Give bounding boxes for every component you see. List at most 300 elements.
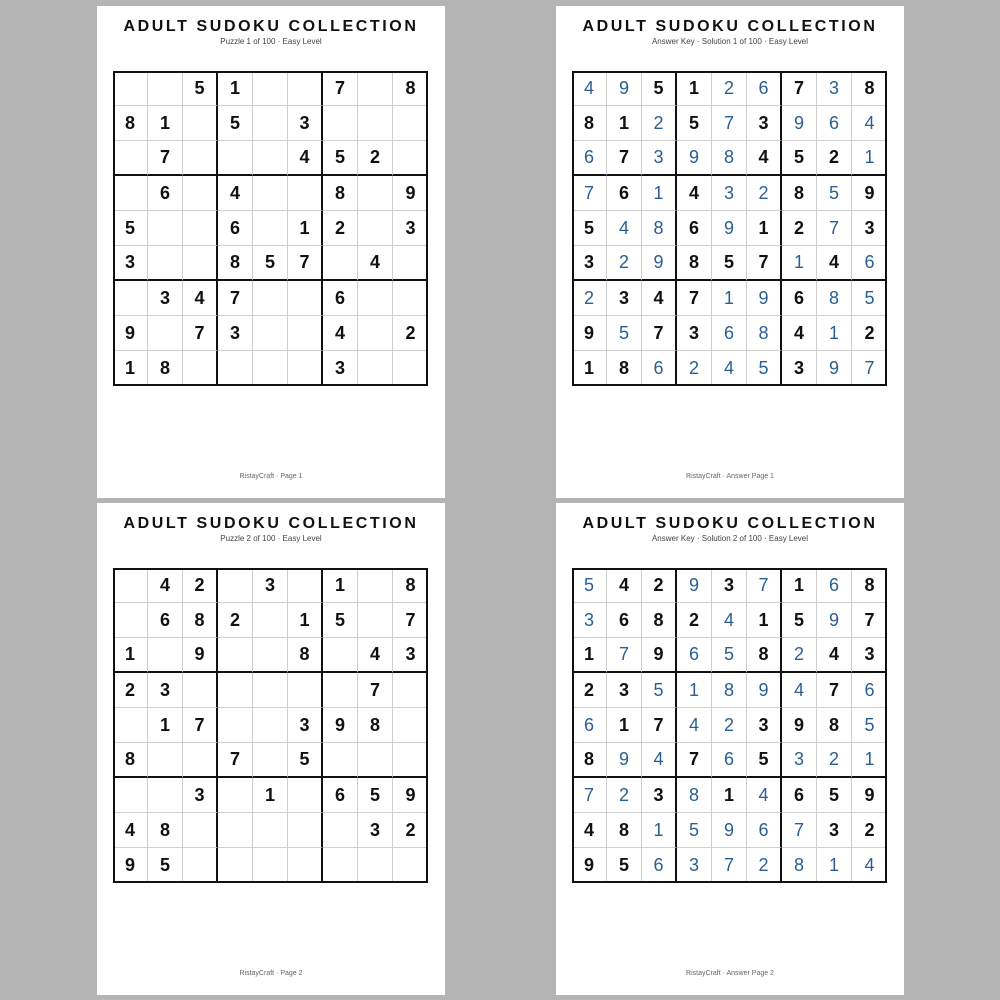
digit-cell: 6 — [572, 708, 607, 743]
digit-cell: 8 — [148, 351, 183, 386]
empty-cell — [288, 673, 323, 708]
digit-cell: 2 — [747, 176, 782, 211]
digit-cell: 5 — [607, 316, 642, 351]
digit-cell: 7 — [572, 778, 607, 813]
digit-cell: 1 — [148, 708, 183, 743]
page-footer: RistayCraft · Page 2 — [239, 970, 303, 977]
digit-cell: 7 — [747, 568, 782, 603]
digit-cell: 2 — [323, 211, 358, 246]
digit-cell: 9 — [712, 813, 747, 848]
digit-cell: 5 — [288, 743, 323, 778]
digit-cell: 9 — [393, 176, 428, 211]
digit-cell: 8 — [712, 673, 747, 708]
empty-cell — [148, 316, 183, 351]
digit-cell: 4 — [642, 743, 677, 778]
digit-cell: 4 — [817, 246, 852, 281]
empty-cell — [148, 778, 183, 813]
empty-cell — [253, 638, 288, 673]
digit-cell: 1 — [782, 246, 817, 281]
digit-cell: 4 — [323, 316, 358, 351]
empty-cell — [113, 568, 148, 603]
empty-cell — [358, 211, 393, 246]
digit-cell: 4 — [712, 351, 747, 386]
digit-cell: 2 — [747, 848, 782, 883]
digit-cell: 5 — [572, 568, 607, 603]
digit-cell: 8 — [782, 176, 817, 211]
digit-cell: 9 — [572, 848, 607, 883]
digit-cell: 8 — [817, 708, 852, 743]
digit-cell: 8 — [323, 176, 358, 211]
digit-cell: 6 — [817, 568, 852, 603]
digit-cell: 5 — [677, 813, 712, 848]
digit-cell: 2 — [393, 316, 428, 351]
digit-cell: 5 — [572, 211, 607, 246]
digit-cell: 2 — [607, 246, 642, 281]
digit-cell: 2 — [642, 568, 677, 603]
digit-cell: 7 — [852, 603, 887, 638]
digit-cell: 4 — [864, 855, 875, 875]
digit-cell: 2 — [358, 141, 393, 176]
digit-cell: 1 — [572, 638, 607, 673]
digit-cell: 5 — [747, 743, 782, 778]
empty-cell — [253, 813, 288, 848]
answer-page-2 — [556, 503, 904, 995]
digit-cell: 2 — [218, 603, 253, 638]
digit-cell: 1 — [782, 568, 817, 603]
digit-cell: 3 — [817, 813, 852, 848]
sudoku-grid — [113, 568, 428, 883]
digit-cell: 5 — [712, 246, 747, 281]
digit-cell: 2 — [852, 316, 887, 351]
digit-cell: 2 — [712, 708, 747, 743]
digit-cell: 3 — [148, 281, 183, 316]
empty-cell — [323, 638, 358, 673]
digit-cell: 5 — [113, 211, 148, 246]
digit-cell: 7 — [782, 813, 817, 848]
digit-cell: 6 — [642, 848, 677, 883]
digit-cell: 7 — [642, 316, 677, 351]
digit-cell: 1 — [113, 351, 148, 386]
empty-cell — [253, 176, 288, 211]
digit-cell: 4 — [747, 141, 782, 176]
digit-cell: 1 — [677, 71, 712, 106]
digit-cell: 8 — [393, 568, 428, 603]
empty-cell — [323, 673, 358, 708]
digit-cell: 6 — [817, 106, 852, 141]
digit-cell: 8 — [782, 848, 817, 883]
digit-cell: 8 — [677, 246, 712, 281]
empty-cell — [148, 638, 183, 673]
digit-cell: 1 — [852, 141, 887, 176]
digit-cell: 8 — [218, 246, 253, 281]
digit-cell: 7 — [782, 71, 817, 106]
sudoku-grid — [113, 71, 428, 386]
digit-cell: 3 — [677, 316, 712, 351]
digit-cell: 5 — [817, 778, 852, 813]
digit-cell: 5 — [677, 106, 712, 141]
empty-cell — [323, 813, 358, 848]
digit-cell: 3 — [712, 568, 747, 603]
empty-cell — [218, 673, 253, 708]
empty-cell — [148, 71, 183, 106]
empty-cell — [393, 673, 428, 708]
empty-cell — [218, 568, 253, 603]
digit-cell: 9 — [747, 281, 782, 316]
sudoku-grid — [572, 568, 887, 883]
digit-cell: 7 — [183, 708, 218, 743]
digit-cell: 9 — [607, 743, 642, 778]
empty-cell — [113, 176, 148, 211]
empty-cell — [148, 246, 183, 281]
empty-cell — [358, 71, 393, 106]
digit-cell: 4 — [677, 708, 712, 743]
digit-cell: 3 — [288, 708, 323, 743]
digit-cell: 8 — [358, 708, 393, 743]
digit-cell: 9 — [323, 708, 358, 743]
empty-cell — [218, 351, 253, 386]
digit-cell: 1 — [712, 778, 747, 813]
empty-cell — [358, 603, 393, 638]
digit-cell: 6 — [148, 603, 183, 638]
digit-cell: 1 — [288, 211, 323, 246]
digit-cell: 7 — [183, 316, 218, 351]
digit-cell: 3 — [747, 708, 782, 743]
digit-cell: 1 — [817, 848, 852, 883]
empty-cell — [288, 316, 323, 351]
empty-cell — [218, 638, 253, 673]
digit-cell: 1 — [572, 351, 607, 386]
digit-cell: 9 — [852, 778, 887, 813]
digit-cell: 5 — [642, 673, 677, 708]
page-footer: RistayCraft · Answer Page 1 — [686, 473, 774, 480]
empty-cell — [358, 106, 393, 141]
digit-cell: 4 — [148, 568, 183, 603]
empty-cell — [183, 141, 218, 176]
digit-cell: 5 — [852, 708, 887, 743]
digit-cell: 3 — [712, 176, 747, 211]
digit-cell: 7 — [218, 281, 253, 316]
digit-cell: 6 — [148, 176, 183, 211]
digit-cell: 4 — [747, 778, 782, 813]
empty-cell — [288, 813, 323, 848]
digit-cell: 3 — [393, 211, 428, 246]
digit-cell: 7 — [607, 141, 642, 176]
digit-cell: 9 — [677, 568, 712, 603]
digit-cell: 9 — [113, 848, 148, 883]
digit-cell: 2 — [572, 673, 607, 708]
empty-cell — [393, 708, 428, 743]
page-title: ADULT SUDOKU COLLECTION — [582, 18, 878, 35]
empty-cell — [113, 141, 148, 176]
digit-cell: 9 — [113, 316, 148, 351]
empty-cell — [253, 603, 288, 638]
empty-cell — [183, 106, 218, 141]
empty-cell — [288, 351, 323, 386]
empty-cell — [183, 211, 218, 246]
digit-cell: 8 — [572, 743, 607, 778]
digit-cell: 1 — [852, 743, 887, 778]
digit-cell: 4 — [358, 638, 393, 673]
digit-cell: 3 — [572, 246, 607, 281]
digit-cell: 2 — [782, 638, 817, 673]
digit-cell: 9 — [852, 176, 887, 211]
digit-cell: 7 — [747, 246, 782, 281]
digit-cell: 7 — [358, 673, 393, 708]
empty-cell — [183, 246, 218, 281]
empty-cell — [253, 743, 288, 778]
digit-cell: 7 — [393, 603, 428, 638]
digit-cell: 4 — [782, 316, 817, 351]
digit-cell: 8 — [817, 281, 852, 316]
digit-cell: 8 — [852, 568, 887, 603]
digit-cell: 8 — [607, 813, 642, 848]
empty-cell — [253, 71, 288, 106]
page-subtitle: Puzzle 1 of 100 · Easy Level — [220, 37, 322, 46]
digit-cell: 8 — [677, 778, 712, 813]
digit-cell: 4 — [712, 603, 747, 638]
digit-cell: 3 — [323, 351, 358, 386]
digit-cell: 2 — [393, 813, 428, 848]
digit-cell: 6 — [677, 211, 712, 246]
empty-cell — [288, 176, 323, 211]
digit-cell: 8 — [607, 351, 642, 386]
empty-cell — [148, 743, 183, 778]
digit-cell: 3 — [288, 106, 323, 141]
digit-cell: 9 — [642, 638, 677, 673]
digit-cell: 9 — [817, 351, 852, 386]
digit-cell: 2 — [113, 673, 148, 708]
digit-cell: 5 — [183, 71, 218, 106]
page-title: ADULT SUDOKU COLLECTION — [582, 515, 878, 532]
empty-cell — [393, 141, 428, 176]
digit-cell: 5 — [323, 141, 358, 176]
digit-cell: 6 — [712, 316, 747, 351]
digit-cell: 1 — [148, 106, 183, 141]
empty-cell — [323, 848, 358, 883]
digit-cell: 3 — [782, 743, 817, 778]
empty-cell — [113, 603, 148, 638]
digit-cell: 1 — [253, 778, 288, 813]
digit-cell: 8 — [113, 743, 148, 778]
empty-cell — [183, 743, 218, 778]
empty-cell — [393, 281, 428, 316]
digit-cell: 2 — [572, 281, 607, 316]
digit-cell: 3 — [782, 351, 817, 386]
digit-cell: 8 — [642, 603, 677, 638]
digit-cell: 5 — [852, 281, 887, 316]
page-footer: RistayCraft · Answer Page 2 — [686, 970, 774, 977]
digit-cell: 2 — [817, 141, 852, 176]
digit-cell: 9 — [817, 603, 852, 638]
digit-cell: 5 — [642, 71, 677, 106]
digit-cell: 4 — [782, 673, 817, 708]
page-subtitle: Answer Key · Solution 2 of 100 · Easy Level — [651, 534, 809, 543]
digit-cell: 8 — [113, 106, 148, 141]
empty-cell — [358, 176, 393, 211]
digit-cell: 1 — [288, 603, 323, 638]
digit-cell: 2 — [677, 351, 712, 386]
digit-cell: 7 — [712, 848, 747, 883]
digit-cell: 5 — [358, 778, 393, 813]
digit-cell: 3 — [393, 638, 428, 673]
digit-cell: 5 — [782, 603, 817, 638]
digit-cell: 3 — [183, 778, 218, 813]
digit-cell: 7 — [677, 743, 712, 778]
empty-cell — [288, 568, 323, 603]
digit-cell: 3 — [852, 638, 887, 673]
digit-cell: 6 — [642, 351, 677, 386]
empty-cell — [253, 351, 288, 386]
empty-cell — [253, 141, 288, 176]
digit-cell: 1 — [677, 673, 712, 708]
digit-cell: 6 — [747, 813, 782, 848]
empty-cell — [113, 281, 148, 316]
digit-cell: 6 — [712, 743, 747, 778]
digit-cell: 7 — [642, 708, 677, 743]
digit-cell: 2 — [712, 71, 747, 106]
digit-cell: 6 — [323, 281, 358, 316]
empty-cell — [113, 708, 148, 743]
empty-cell — [288, 71, 323, 106]
empty-cell — [253, 708, 288, 743]
empty-cell — [393, 246, 428, 281]
digit-cell: 6 — [218, 211, 253, 246]
digit-cell: 2 — [642, 106, 677, 141]
empty-cell — [358, 316, 393, 351]
empty-cell — [323, 106, 358, 141]
digit-cell: 3 — [358, 813, 393, 848]
digit-cell: 3 — [852, 211, 887, 246]
empty-cell — [393, 106, 428, 141]
digit-cell: 5 — [218, 106, 253, 141]
digit-cell: 6 — [782, 281, 817, 316]
digit-cell: 7 — [572, 176, 607, 211]
digit-cell: 6 — [782, 778, 817, 813]
digit-cell: 7 — [712, 106, 747, 141]
digit-cell: 9 — [712, 211, 747, 246]
digit-cell: 1 — [747, 211, 782, 246]
empty-cell — [288, 848, 323, 883]
empty-cell — [253, 281, 288, 316]
digit-cell: 3 — [148, 673, 183, 708]
digit-cell: 2 — [817, 743, 852, 778]
digit-cell: 7 — [677, 281, 712, 316]
empty-cell — [288, 778, 323, 813]
answer-page-1 — [556, 6, 904, 498]
digit-cell: 5 — [607, 848, 642, 883]
empty-cell — [183, 673, 218, 708]
digit-cell: 9 — [642, 246, 677, 281]
digit-cell: 4 — [677, 176, 712, 211]
digit-cell: 4 — [817, 638, 852, 673]
page-title: ADULT SUDOKU COLLECTION — [123, 18, 419, 35]
digit-cell: 2 — [677, 603, 712, 638]
digit-cell: 8 — [852, 71, 887, 106]
digit-cell: 8 — [393, 71, 428, 106]
digit-cell: 7 — [218, 743, 253, 778]
digit-cell: 7 — [323, 71, 358, 106]
digit-cell: 1 — [712, 281, 747, 316]
digit-cell: 7 — [864, 358, 875, 378]
digit-cell: 5 — [712, 638, 747, 673]
digit-cell: 7 — [607, 638, 642, 673]
digit-cell: 6 — [677, 638, 712, 673]
empty-cell — [358, 351, 393, 386]
digit-cell: 4 — [288, 141, 323, 176]
page-title: ADULT SUDOKU COLLECTION — [123, 515, 419, 532]
empty-cell — [218, 848, 253, 883]
empty-cell — [393, 743, 428, 778]
digit-cell: 4 — [852, 106, 887, 141]
digit-cell: 9 — [782, 708, 817, 743]
digit-cell: 2 — [607, 778, 642, 813]
empty-cell — [323, 246, 358, 281]
digit-cell: 7 — [817, 673, 852, 708]
empty-cell — [323, 743, 358, 778]
empty-cell — [358, 568, 393, 603]
digit-cell: 3 — [253, 568, 288, 603]
digit-cell: 5 — [323, 603, 358, 638]
empty-cell — [393, 848, 428, 883]
empty-cell — [113, 71, 148, 106]
digit-cell: 1 — [323, 568, 358, 603]
digit-cell: 9 — [607, 71, 642, 106]
digit-cell: 3 — [642, 778, 677, 813]
empty-cell — [358, 281, 393, 316]
digit-cell: 5 — [747, 351, 782, 386]
puzzle-page-1 — [97, 6, 445, 498]
empty-cell — [253, 316, 288, 351]
digit-cell: 4 — [607, 211, 642, 246]
empty-cell — [183, 351, 218, 386]
empty-cell — [253, 848, 288, 883]
digit-cell: 1 — [642, 176, 677, 211]
digit-cell: 6 — [852, 673, 887, 708]
empty-cell — [183, 813, 218, 848]
digit-cell: 7 — [288, 246, 323, 281]
digit-cell: 9 — [677, 141, 712, 176]
digit-cell: 2 — [183, 568, 218, 603]
digit-cell: 4 — [572, 71, 607, 106]
digit-cell: 3 — [817, 71, 852, 106]
empty-cell — [113, 778, 148, 813]
digit-cell: 9 — [782, 106, 817, 141]
digit-cell: 4 — [572, 813, 607, 848]
digit-cell: 5 — [253, 246, 288, 281]
digit-cell: 8 — [572, 106, 607, 141]
page-subtitle: Answer Key · Solution 1 of 100 · Easy Level — [651, 37, 809, 46]
digit-cell: 3 — [218, 316, 253, 351]
sudoku-grid — [572, 71, 887, 386]
digit-cell: 4 — [607, 568, 642, 603]
empty-cell — [253, 211, 288, 246]
digit-cell: 3 — [607, 281, 642, 316]
digit-cell: 9 — [572, 316, 607, 351]
page-footer: RistayCraft · Page 1 — [239, 473, 303, 480]
empty-cell — [358, 848, 393, 883]
digit-cell: 8 — [712, 141, 747, 176]
digit-cell: 5 — [817, 176, 852, 211]
digit-cell: 3 — [642, 141, 677, 176]
empty-cell — [218, 141, 253, 176]
empty-cell — [288, 281, 323, 316]
digit-cell: 8 — [747, 638, 782, 673]
empty-cell — [183, 176, 218, 211]
digit-cell: 3 — [677, 848, 712, 883]
digit-cell: 1 — [642, 813, 677, 848]
digit-cell: 8 — [183, 603, 218, 638]
digit-cell: 6 — [607, 176, 642, 211]
